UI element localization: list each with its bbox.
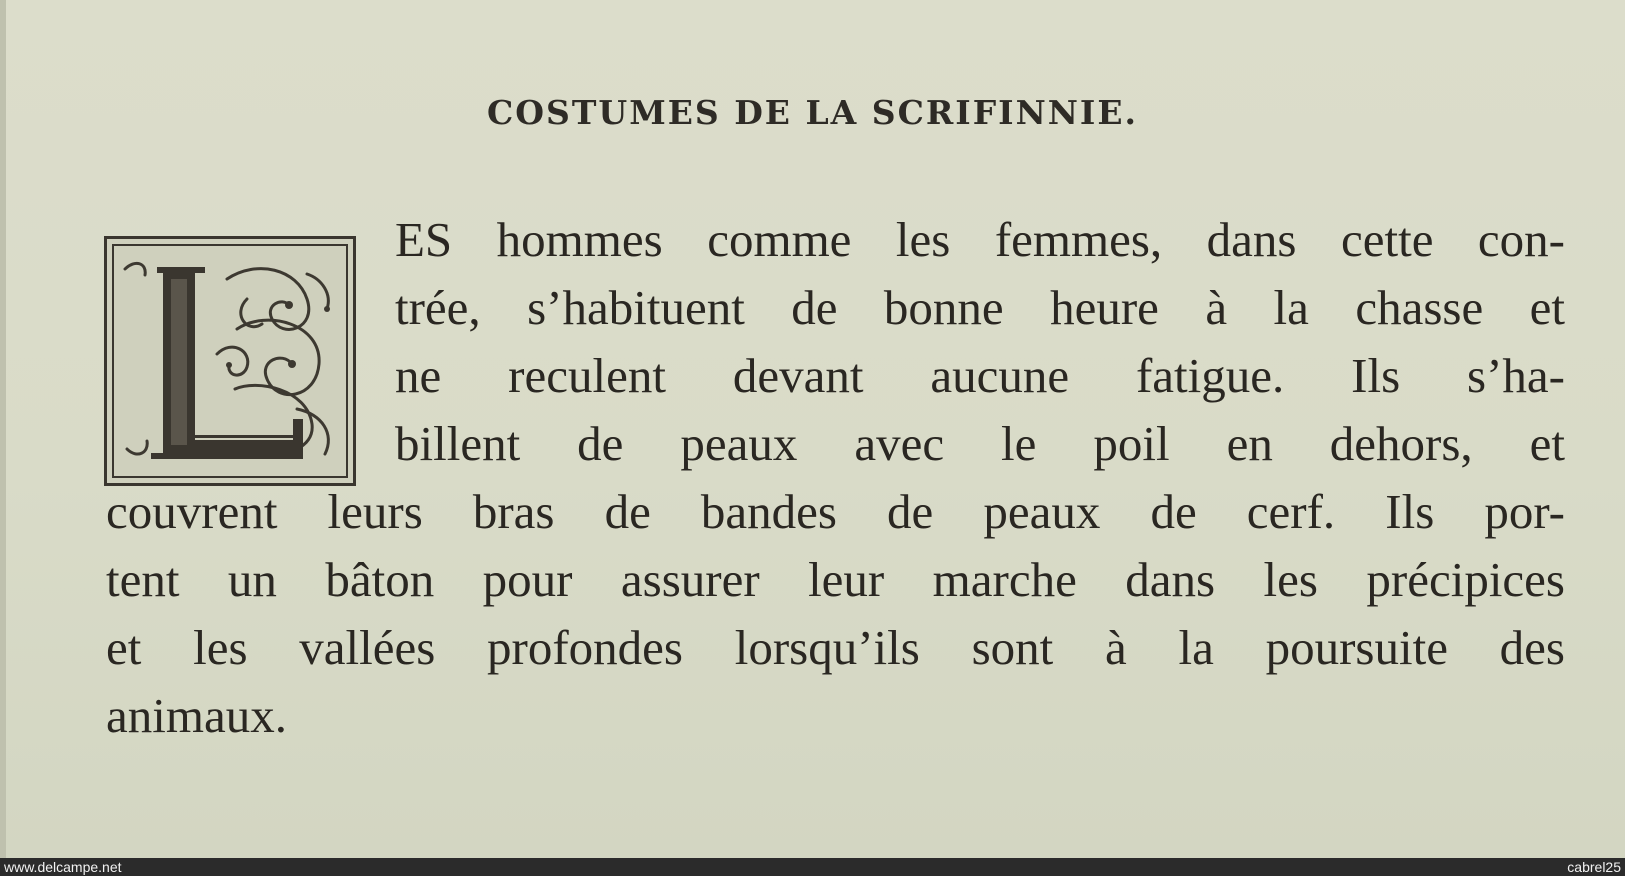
ornate-initial-L-icon	[104, 236, 356, 486]
page-title: COSTUMES DE LA SCRIFINNIE.	[487, 93, 1138, 132]
text-line-7: et les vallées profondes lorsqu’ils sont à la poursuite des	[106, 620, 1565, 675]
first-word-rest: ES	[395, 212, 453, 267]
text-line-8: animaux.	[106, 688, 287, 743]
text-line-4: billent de peaux avec le poil en dehors, et	[395, 416, 1565, 471]
text-line-5: couvrent leurs bras de bandes de peaux de cerf. Ils por-	[106, 484, 1565, 539]
text-line-1: ES hommes comme les femmes, dans cette con-	[395, 212, 1565, 267]
text-line-2: trée, s’habituent de bonne heure à la chasse et	[395, 280, 1565, 335]
watermark-bar	[0, 858, 1625, 876]
watermark-user: cabrel25	[1567, 859, 1621, 875]
text-line-6: tent un bâton pour assurer leur marche dans les précipices	[106, 552, 1565, 607]
text-line-3: ne reculent devant aucune fatigue. Ils s’ha-	[395, 348, 1565, 403]
watermark-site: www.delcampe.net	[4, 859, 122, 875]
